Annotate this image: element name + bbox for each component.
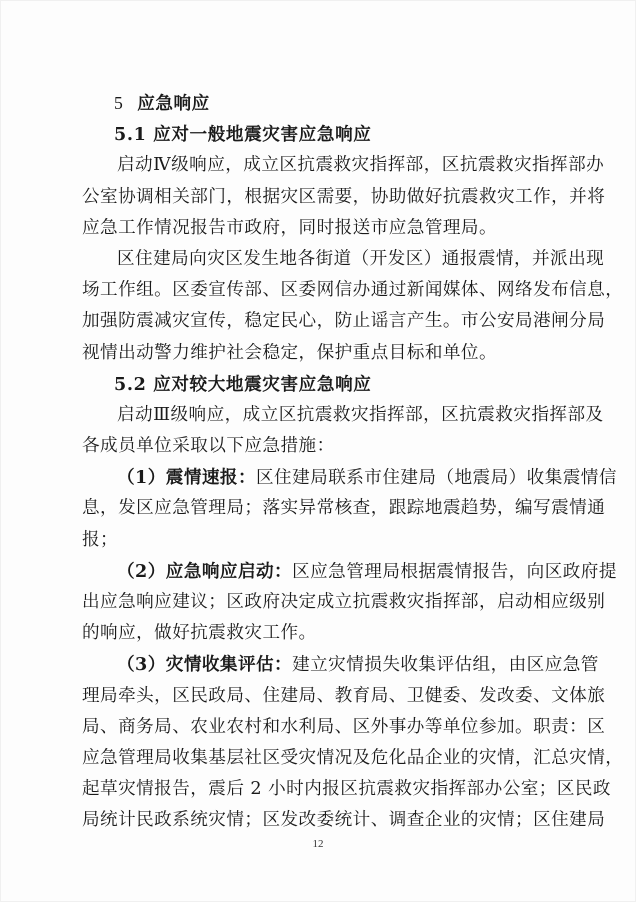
page-number: 12	[312, 838, 324, 850]
subsection-heading-5-2: 5.2 应对较大地震灾害应急响应	[114, 373, 372, 395]
list-item-1-number: （1）	[117, 467, 166, 489]
paragraph-line: 的响应，做好抗震救灾工作。	[82, 623, 317, 644]
list-item-3-first-line	[82, 649, 599, 680]
paragraph-line: 报；	[82, 529, 119, 550]
document-body	[82, 88, 624, 837]
paragraph-line: 起草灾情报告，震后 2 小时内报区抗震救灾指挥部办公室；区民政	[82, 779, 611, 800]
list-item-2-first-line	[82, 556, 617, 587]
list-item-1-text: 区住建局联系市住建局（地震局）收集震情信	[256, 468, 617, 489]
paragraph-line: 视情出动警力维护社会稳定，保护重点目标和单位。	[82, 342, 498, 363]
paragraph-line: 出应急响应建议；区政府决定成立抗震救灾指挥部，启动相应级别	[82, 592, 606, 612]
paragraph-line: 息，发区应急管理局；落实异常核查，跟踪地震趋势，编写震情通	[82, 498, 606, 519]
list-item-2-text: 区应急管理局根据震情报告，向区政府提	[292, 561, 617, 582]
section-heading-number: 5	[114, 93, 124, 113]
paragraph-line: 局、商务局、农业农村和水利局、区外事办等单位参加。职责：区	[82, 716, 606, 737]
paragraph-line: 应急工作情况报告市政府，同时报送市应急管理局。	[82, 217, 498, 238]
section-heading-text: 应急响应	[137, 93, 210, 114]
paragraph-line: 各成员单位采取以下应急措施：	[82, 436, 335, 457]
paragraph-line: 局统计民政系统灾情；区发改委统计、调查企业的灾情；区住建局	[82, 810, 606, 831]
paragraph-line: 加强防震减灾宣传，稳定民心，防止谣言产生。市公安局港闸分局	[82, 311, 606, 332]
paragraph-line: 启动Ⅲ级响应，成立区抗震救灾指挥部，区抗震救灾指挥部及	[117, 404, 604, 425]
paragraph-line: 启动Ⅳ级响应，成立区抗震救灾指挥部，区抗震救灾指挥部办	[117, 155, 605, 176]
list-item-2-number: （2）	[117, 560, 166, 582]
list-item-3-number: （3）	[117, 654, 166, 676]
subsection-heading-5-1: 5.1 应对一般地震灾害应急响应	[114, 124, 372, 146]
list-item-1-label: 震情速报：	[165, 467, 257, 489]
paragraph-line: 场工作组。区委宣传部、区委网信办通过新闻媒体、网络发布信息，	[82, 280, 624, 301]
paragraph-line: 区住建局向灾区发生地各街道（开发区）通报震情，并派出现	[117, 248, 605, 269]
list-item-3-label: 灾情收集评估：	[165, 654, 293, 676]
paragraph-line: 应急管理局收集基层社区受灾情况及危化品企业的灾情，汇总灾情，	[82, 747, 624, 768]
paragraph-line: 公室协调相关部门，根据灾区需要，协助做好抗震救灾工作，并将	[82, 186, 606, 207]
list-item-3-text: 建立灾情损失收集评估组，由区应急管	[292, 655, 599, 676]
paragraph-line: 理局牵头，区民政局、住建局、教育局、卫健委、发改委、文体旅	[82, 685, 606, 706]
section-heading	[82, 88, 568, 119]
list-item-1-first-line	[82, 462, 617, 493]
list-item-2-label: 应急响应启动：	[165, 560, 293, 582]
